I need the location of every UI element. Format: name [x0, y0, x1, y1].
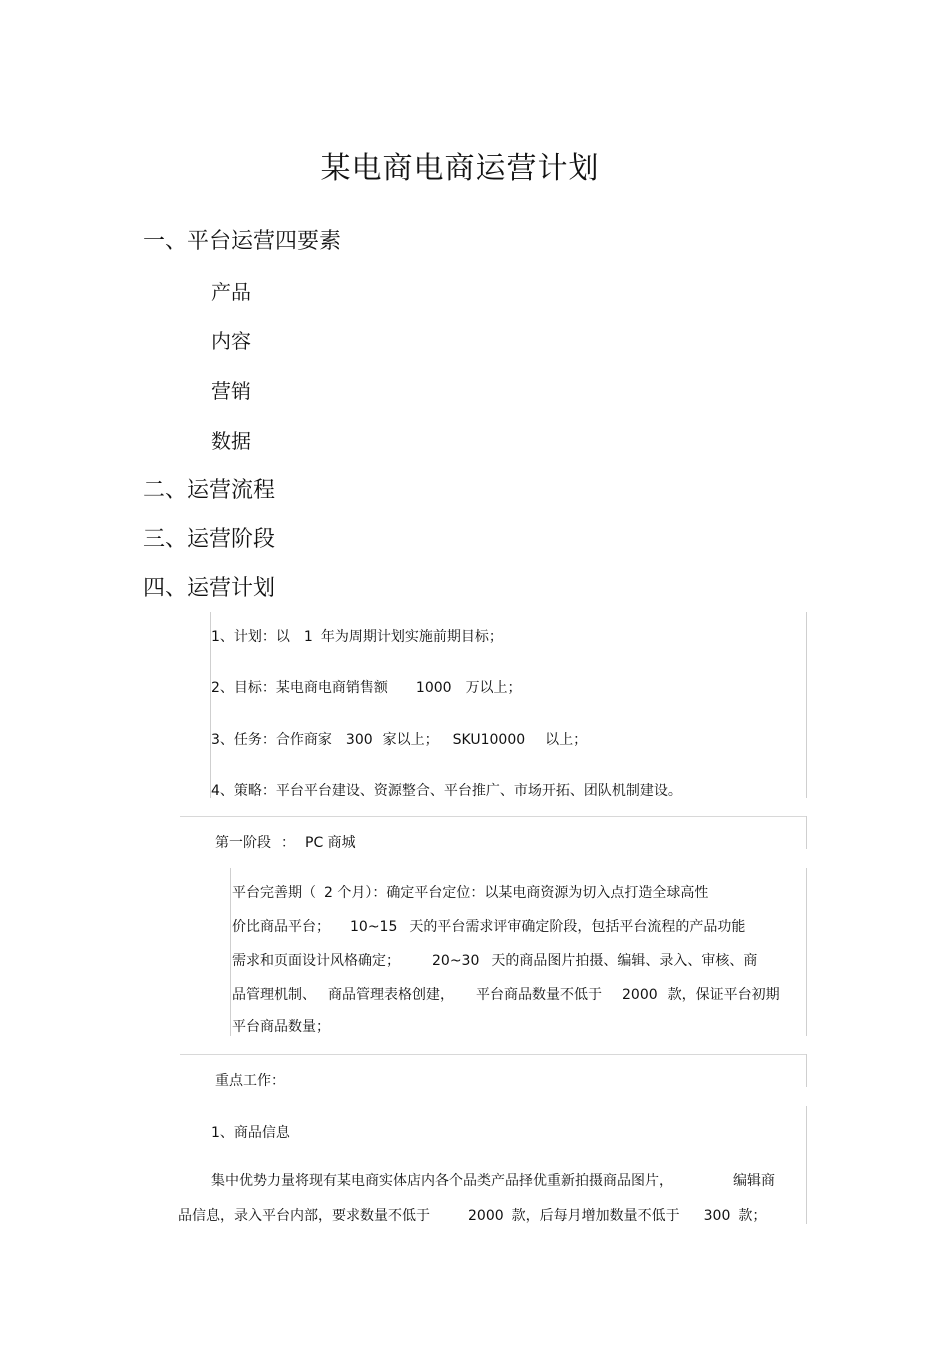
section-heading-2: 二、运营流程: [143, 478, 276, 503]
frame-line: [806, 1106, 807, 1224]
section-heading-3: 三、运营阶段: [143, 527, 276, 552]
frame-line: [806, 1054, 807, 1087]
key-work-paragraph-line: 集中优势力量将现有某电商实体店内各个品类产品择优重新拍摄商品图片， 编辑商: [211, 1173, 775, 1189]
phase-paragraph-line: 平台商品数量；: [232, 1019, 330, 1035]
section-heading-4: 四、运营计划: [143, 576, 276, 601]
frame-line: [806, 816, 807, 849]
frame-line: [806, 612, 807, 798]
page-title: 某电商电商运营计划: [320, 151, 600, 186]
plan-line-4: 4、策略：平台平台建设、资源整合、平台推广、市场开拓、团队机制建设。: [211, 783, 682, 799]
plan-line-3: 3、任务：合作商家 300 家以上； SKU10000 以上；: [211, 732, 588, 748]
list-item: 数据: [211, 429, 251, 453]
phase-paragraph-line: 平台完善期（ 2 个月）：确定平台定位：以某电商资源为切入点打造全球高性: [232, 885, 709, 901]
list-item: 内容: [211, 329, 251, 353]
key-work-paragraph-line: 品信息，录入平台内部，要求数量不低于 2000 款，后每月增加数量不低于 300 款；: [178, 1208, 767, 1224]
section-heading-1: 一、平台运营四要素: [143, 229, 342, 254]
frame-line: [230, 868, 231, 1036]
phase-paragraph-line: 需求和页面设计风格确定； 20~30 天的商品图片拍摄、编辑、录入、审核、商: [232, 953, 758, 969]
frame-line: [180, 1054, 807, 1055]
list-item: 产品: [211, 280, 251, 304]
list-item: 营销: [211, 379, 251, 403]
key-work-item: 1、商品信息: [211, 1125, 290, 1141]
phase-paragraph-line: 价比商品平台； 10~15 天的平台需求评审确定阶段，包括平台流程的产品功能: [232, 919, 746, 935]
plan-line-1: 1、计划：以 1 年为周期计划实施前期目标；: [211, 629, 503, 645]
plan-line-2: 2、目标：某电商电商销售额 1000 万以上；: [211, 680, 522, 696]
frame-line: [180, 816, 807, 817]
phase-paragraph-line: 品管理机制、 商品管理表格创建， 平台商品数量不低于 2000 款，保证平台初期: [232, 987, 780, 1003]
phase-label: 第一阶段 ： PC 商城: [215, 835, 356, 851]
frame-line: [806, 868, 807, 1036]
key-work-label: 重点工作：: [215, 1073, 285, 1089]
